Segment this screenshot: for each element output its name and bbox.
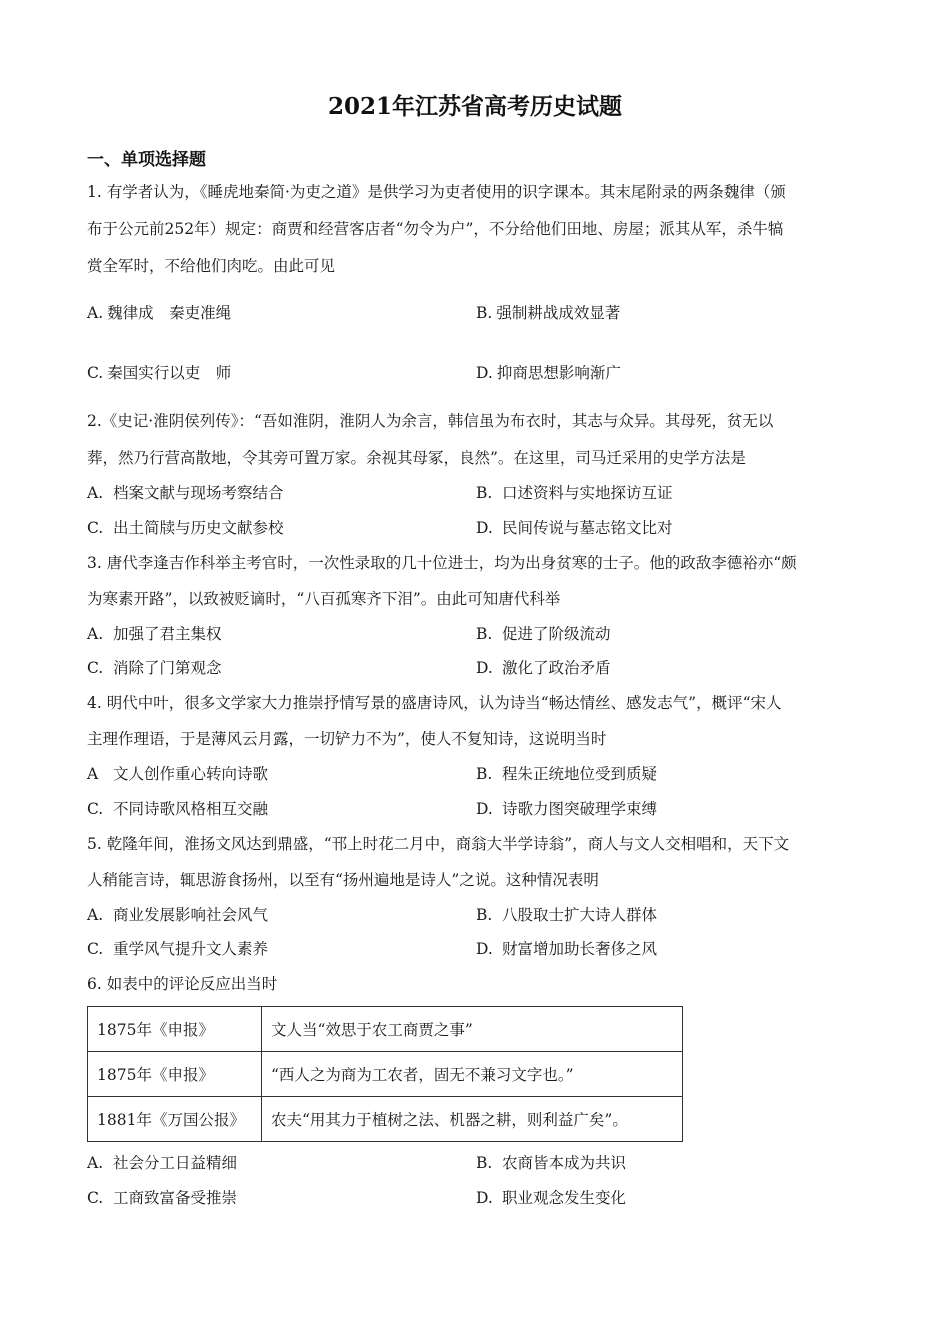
question-1-option-d[interactable]	[476, 363, 621, 383]
question-5-option-b[interactable]	[476, 905, 657, 925]
question-3-option-b[interactable]	[476, 624, 611, 644]
option-text: 抑商思想影响渐广	[496, 364, 621, 382]
option-text: 工商致富备受推崇	[113, 1189, 238, 1207]
option-text: 重学风气提升文人素养	[113, 940, 269, 958]
question-2-line-1: 2.《史记·淮阴侯列传》：“吾如淮阴，淮阴人为余言，韩信虽为布衣时，其志与众异。其母死，贫无以	[87, 412, 774, 430]
question-2-line-2: 葬，然乃行营高散地，令其旁可置万家。余视其母冢，良然”。在这里，司马迁采用的史学方法是	[87, 449, 746, 467]
question-2-option-c[interactable]	[87, 518, 284, 538]
page-title: 2021年江苏省高考历史试题	[327, 93, 622, 120]
question-6-line-1: 6. 如表中的评论反应出当时	[87, 975, 278, 993]
question-1-line-3: 赏全军时，不给他们肉吃。由此可见	[87, 257, 336, 275]
question-3-line-1: 3. 唐代李逢吉作科举主考官时，一次性录取的几十位进士，均为出身贫寒的士子。他的政敌李德裕亦“颇	[87, 554, 797, 572]
option-text: 程朱正统地位受到质疑	[502, 765, 658, 783]
question-3-option-d[interactable]	[476, 658, 611, 678]
question-1-option-c[interactable]	[87, 363, 231, 383]
option-label: D.	[476, 364, 493, 382]
option-label: D.	[476, 659, 493, 677]
option-text: 文人创作重心转向诗歌	[113, 765, 269, 783]
option-text: 魏律成 秦吏准绳	[107, 304, 232, 322]
option-text: 促进了阶级流动	[502, 625, 611, 643]
option-text: 农商皆本成为共识	[502, 1154, 627, 1172]
question-3-line-2: 为寒素开路”，以致被贬谪时，“八百孤寒齐下泪”。由此可知唐代科举	[87, 590, 561, 608]
question-2-option-a[interactable]	[87, 483, 284, 503]
question-4-option-b[interactable]	[476, 764, 657, 784]
option-label: A	[87, 765, 99, 783]
option-text: 口述资料与实地探访互证	[502, 484, 673, 502]
question-6-option-b[interactable]	[476, 1153, 626, 1173]
question-2-option-b[interactable]	[476, 483, 673, 503]
option-label: A.	[87, 484, 104, 502]
table-cell-source: 1875年《申报》	[88, 1007, 262, 1052]
question-1-line-2: 布于公元前252年）规定：商贾和经营客店者“勿令为户”，不分给他们田地、房屋；派其从军，杀牛犒	[87, 220, 784, 238]
question-4-option-d[interactable]	[476, 799, 657, 819]
table-row	[88, 1052, 683, 1097]
option-text: 消除了门第观念	[113, 659, 222, 677]
question-5-line-2: 人稍能言诗，辄思游食扬州，以至有“扬州遍地是诗人”之说。这种情况表明	[87, 871, 599, 889]
question-6-option-c[interactable]	[87, 1188, 237, 1208]
question-5-line-1: 5. 乾隆年间，淮扬文风达到鼎盛，“邗上时花二月中，商翁大半学诗翁”，商人与文人交相唱和，天下文	[87, 835, 790, 853]
question-1-line-1: 1. 有学者认为，《睡虎地秦简·为吏之道》是供学习为吏者使用的识字课本。其末尾附录的两条魏律（颁	[87, 183, 786, 201]
option-text: 强制耕战成效显著	[496, 304, 621, 322]
option-label: B.	[476, 1154, 493, 1172]
option-label: C.	[87, 364, 104, 382]
option-text: 八股取士扩大诗人群体	[502, 906, 658, 924]
question-1-option-a[interactable]	[87, 303, 231, 323]
option-label: B.	[476, 625, 493, 643]
option-text: 出土简牍与历史文献参校	[113, 519, 284, 537]
option-label: D.	[476, 940, 493, 958]
question-3-option-a[interactable]	[87, 624, 222, 644]
question-6-option-a[interactable]	[87, 1153, 237, 1173]
quote-table	[87, 1006, 683, 1142]
table-cell-source: 1881年《万国公报》	[88, 1097, 262, 1142]
option-text: 职业观念发生变化	[502, 1189, 627, 1207]
question-5-option-a[interactable]	[87, 905, 268, 925]
option-label: B.	[476, 765, 493, 783]
option-label: A.	[87, 304, 104, 322]
option-label: A.	[87, 906, 104, 924]
option-label: C.	[87, 800, 104, 818]
option-label: A.	[87, 1154, 104, 1172]
option-label: C.	[87, 940, 104, 958]
option-text: 不同诗歌风格相互交融	[113, 800, 269, 818]
table-cell-content: 农夫“用其力于植树之法、机器之耕，则利益广矣”。	[262, 1097, 683, 1142]
question-4-option-c[interactable]	[87, 799, 268, 819]
option-label: C.	[87, 519, 104, 537]
option-text: 激化了政治矛盾	[502, 659, 611, 677]
option-text: 民间传说与墓志铭文比对	[502, 519, 673, 537]
question-4-line-2: 主理作理语，于是薄风云月露，一切铲力不为”，使人不复知诗，这说明当时	[87, 730, 607, 748]
option-label: B.	[476, 484, 493, 502]
table-cell-source: 1875年《申报》	[88, 1052, 262, 1097]
option-text: 档案文献与现场考察结合	[113, 484, 284, 502]
option-text: 财富增加助长奢侈之风	[502, 940, 658, 958]
option-text: 社会分工日益精细	[113, 1154, 238, 1172]
section-heading: 一、单项选择题	[87, 150, 206, 170]
question-1-option-b[interactable]	[476, 303, 620, 323]
option-label: B.	[476, 304, 493, 322]
option-label: C.	[87, 1189, 104, 1207]
table-cell-content: 文人当“效思于农工商贾之事”	[262, 1007, 683, 1052]
option-text: 秦国实行以吏 师	[107, 364, 232, 382]
option-text: 诗歌力图突破理学束缚	[502, 800, 658, 818]
option-label: D.	[476, 1189, 493, 1207]
question-5-option-c[interactable]	[87, 939, 268, 959]
question-2-option-d[interactable]	[476, 518, 673, 538]
option-label: B.	[476, 906, 493, 924]
table-row	[88, 1097, 683, 1142]
question-5-option-d[interactable]	[476, 939, 657, 959]
option-text: 商业发展影响社会风气	[113, 906, 269, 924]
question-3-option-c[interactable]	[87, 658, 222, 678]
option-label: D.	[476, 800, 493, 818]
question-4-line-1: 4. 明代中叶，很多文学家大力推崇抒情写景的盛唐诗风，认为诗当“畅达情丝、感发志气”，概评“宋人	[87, 694, 782, 712]
question-6-option-d[interactable]	[476, 1188, 626, 1208]
question-4-option-a[interactable]	[87, 764, 268, 784]
option-label: D.	[476, 519, 493, 537]
option-label: C.	[87, 659, 104, 677]
option-label: A.	[87, 625, 104, 643]
table-row	[88, 1007, 683, 1052]
table-cell-content: “西人之为商为工农者，固无不兼习文字也。”	[262, 1052, 683, 1097]
option-text: 加强了君主集权	[113, 625, 222, 643]
